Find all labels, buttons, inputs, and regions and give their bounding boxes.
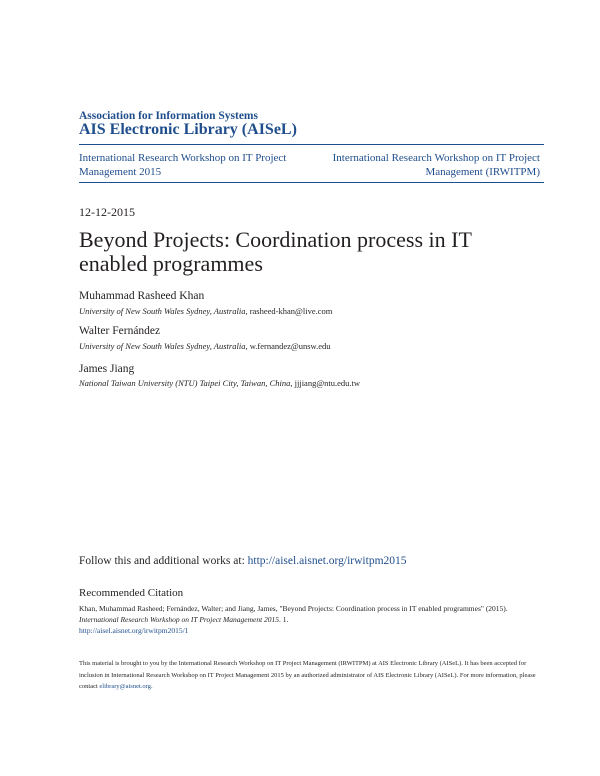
author-name: Walter Fernández	[79, 325, 161, 337]
citation-body: Khan, Muhammad Rasheed; Fernández, Walter; and Jiang, James, "Beyond Projects: Coordination process in IT enabled programmes" (2015).	[79, 604, 508, 613]
author-affiliation	[79, 341, 331, 351]
footer-end: .	[150, 683, 153, 690]
footer-text: This material is brought to you by the International Research Workshop on IT Project Management (IRWITPM) at AIS Electronic Library (AISeL). It has been accepted for inclusion in International Research Workshop on IT Project Management 2015 by an authorized administrator of AIS Electronic Library (AISeL). For more information, please contact	[79, 660, 536, 690]
paper-title: Beyond Projects: Coordination process in IT enabled programmes	[79, 227, 472, 276]
author-email: jjjiang@ntu.edu.tw	[294, 378, 361, 388]
library-name[interactable]: AIS Electronic Library (AISeL)	[79, 121, 297, 138]
series-link-left[interactable]: International Research Workshop on IT Project Management 2015	[79, 152, 287, 178]
affiliation-text: University of New South Wales Sydney, Australia,	[79, 306, 250, 316]
citation-venue: International Research Workshop on IT Project Management 2015	[79, 615, 280, 624]
recommended-citation-heading: Recommended Citation	[79, 587, 184, 599]
organization-name: Association for Information Systems	[79, 110, 258, 122]
citation-link[interactable]: http://aisel.aisnet.org/irwitpm2015/1	[79, 626, 189, 635]
contact-email-link[interactable]: elibrary@aisnet.org	[99, 683, 151, 690]
follow-text: Follow this and additional works at:	[79, 555, 248, 567]
divider-top	[79, 144, 544, 145]
collection-link[interactable]: http://aisel.aisnet.org/irwitpm2015	[247, 555, 407, 567]
author-affiliation	[79, 378, 360, 388]
follow-line	[79, 555, 407, 567]
series-link-right[interactable]: International Research Workshop on IT Project Management (IRWITPM)	[332, 152, 540, 178]
author-email: w.fernandez@unsw.edu	[249, 341, 331, 351]
publication-date: 12-12-2015	[79, 205, 135, 219]
author-name: James Jiang	[79, 363, 135, 375]
author-affiliation	[79, 306, 332, 316]
affiliation-text: University of New South Wales Sydney, Australia,	[79, 341, 250, 351]
footer-notice	[79, 658, 539, 693]
divider-bottom	[79, 182, 544, 183]
author-name: Muhammad Rasheed Khan	[79, 290, 205, 302]
author-email: rasheed-khan@live.com	[249, 306, 333, 316]
citation-text	[79, 603, 539, 636]
affiliation-text: National Taiwan University (NTU) Taipei City, Taiwan, China,	[79, 378, 295, 388]
citation-suffix: . 1.	[279, 615, 289, 624]
